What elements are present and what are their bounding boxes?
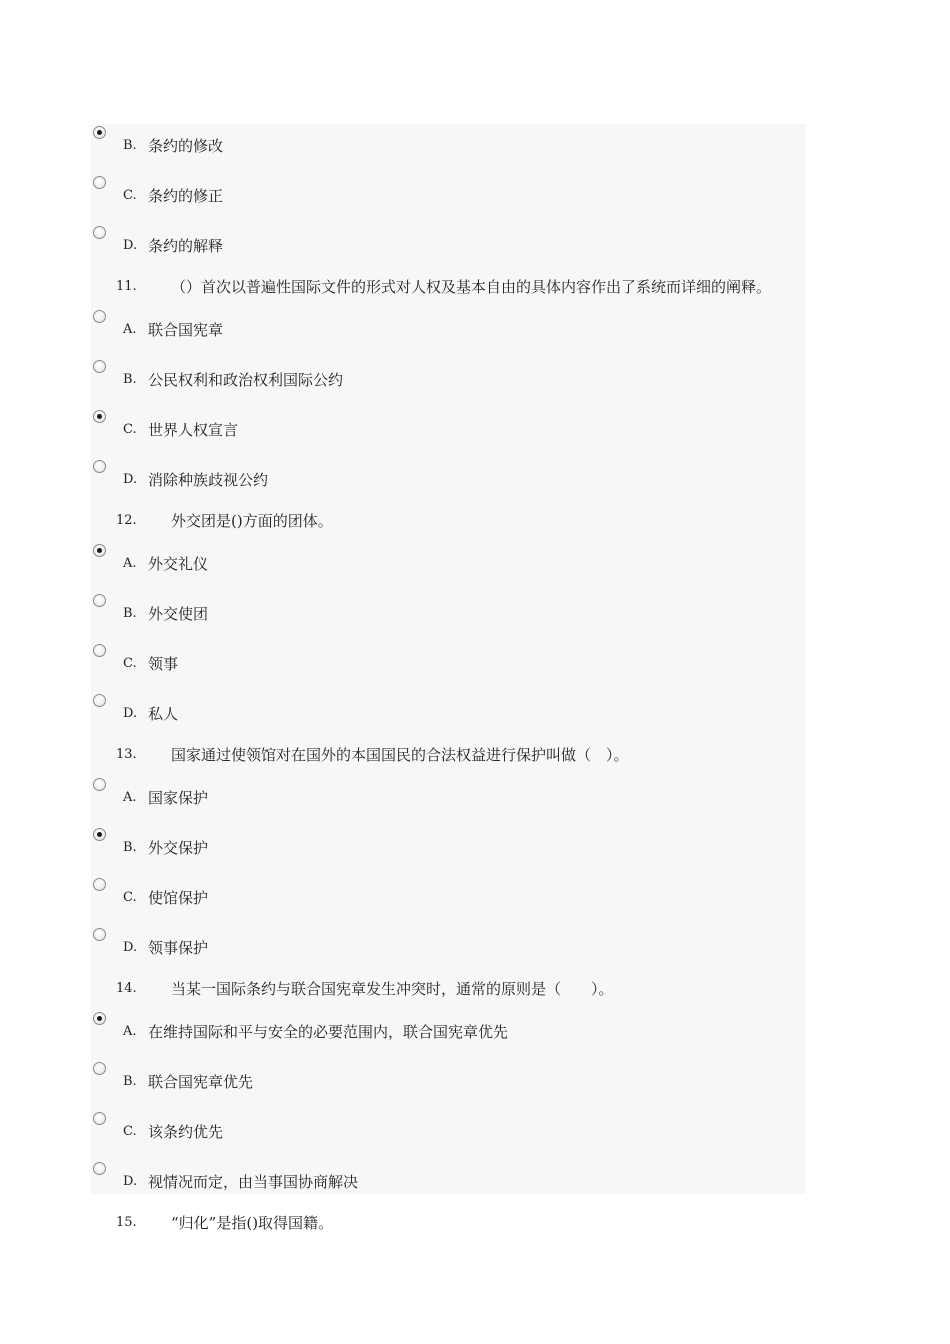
- radio-checked-icon[interactable]: [93, 410, 106, 423]
- question-text: “归化”是指()取得国籍。: [171, 1214, 334, 1232]
- question-header: [91, 978, 806, 1004]
- answer-option[interactable]: [91, 1010, 806, 1060]
- answer-option[interactable]: [91, 1160, 806, 1210]
- option-letter: A.: [123, 322, 137, 337]
- question-header: [91, 1212, 806, 1238]
- radio-unchecked-icon[interactable]: [93, 644, 106, 657]
- question-text: 国家通过使领馆对在国外的本国国民的合法权益进行保护叫做（ ）。: [171, 746, 629, 764]
- radio-dot-icon: [97, 832, 102, 837]
- radio-dot-icon: [97, 1016, 102, 1021]
- option-text: 消除种族歧视公约: [148, 471, 269, 489]
- answer-option[interactable]: [91, 776, 806, 826]
- option-text: 外交保护: [148, 839, 209, 857]
- answer-option[interactable]: [91, 174, 806, 224]
- answer-option[interactable]: [91, 592, 806, 642]
- option-text: 领事: [148, 655, 179, 673]
- radio-dot-icon: [97, 548, 102, 553]
- question-header: [91, 510, 806, 536]
- question-header: [91, 744, 806, 770]
- option-letter: A.: [123, 1024, 137, 1039]
- radio-unchecked-icon[interactable]: [93, 310, 106, 323]
- option-letter: A.: [123, 556, 137, 571]
- radio-unchecked-icon[interactable]: [93, 928, 106, 941]
- option-letter: A.: [123, 790, 137, 805]
- answer-option[interactable]: [91, 458, 806, 508]
- option-text: 私人: [148, 705, 179, 723]
- radio-unchecked-icon[interactable]: [93, 176, 106, 189]
- option-letter: B.: [123, 1074, 137, 1089]
- radio-unchecked-icon[interactable]: [93, 778, 106, 791]
- option-letter: C.: [123, 890, 137, 905]
- option-text: 领事保护: [148, 939, 209, 957]
- radio-checked-icon[interactable]: [93, 544, 106, 557]
- answer-option[interactable]: [91, 224, 806, 274]
- answer-option[interactable]: [91, 542, 806, 592]
- question-list: [91, 124, 806, 1232]
- radio-dot-icon: [97, 414, 102, 419]
- question-number: 14.: [116, 981, 137, 996]
- answer-option[interactable]: [91, 826, 806, 876]
- question-text: 当某一国际条约与联合国宪章发生冲突时，通常的原则是（ ）。: [171, 980, 614, 998]
- answer-option[interactable]: [91, 124, 806, 174]
- option-text: 联合国宪章优先: [148, 1073, 254, 1091]
- option-letter: B.: [123, 372, 137, 387]
- option-letter: B.: [123, 606, 137, 621]
- question-number: 12.: [116, 513, 137, 528]
- answer-option[interactable]: [91, 358, 806, 408]
- radio-unchecked-icon[interactable]: [93, 594, 106, 607]
- option-letter: C.: [123, 422, 137, 437]
- option-text: 条约的修改: [148, 137, 224, 155]
- question-header: [91, 276, 806, 302]
- radio-unchecked-icon[interactable]: [93, 360, 106, 373]
- radio-unchecked-icon[interactable]: [93, 1112, 106, 1125]
- answer-option[interactable]: [91, 876, 806, 926]
- option-text: 国家保护: [148, 789, 209, 807]
- option-text: 世界人权宣言: [148, 421, 239, 439]
- option-letter: D.: [123, 238, 138, 253]
- option-letter: D.: [123, 706, 138, 721]
- option-letter: C.: [123, 1124, 137, 1139]
- question-number: 11.: [116, 279, 137, 294]
- option-text: 条约的修正: [148, 187, 224, 205]
- option-letter: D.: [123, 1174, 138, 1189]
- answer-option[interactable]: [91, 308, 806, 358]
- option-letter: B.: [123, 840, 137, 855]
- option-text: 公民权利和政治权利国际公约: [148, 371, 344, 389]
- radio-unchecked-icon[interactable]: [93, 694, 106, 707]
- radio-unchecked-icon[interactable]: [93, 1162, 106, 1175]
- radio-checked-icon[interactable]: [93, 1012, 106, 1025]
- radio-dot-icon: [97, 130, 102, 135]
- answer-option[interactable]: [91, 408, 806, 458]
- radio-unchecked-icon[interactable]: [93, 878, 106, 891]
- option-letter: C.: [123, 188, 137, 203]
- option-letter: B.: [123, 138, 137, 153]
- option-letter: D.: [123, 472, 138, 487]
- option-text: 使馆保护: [148, 889, 209, 907]
- question-number: 13.: [116, 747, 137, 762]
- radio-unchecked-icon[interactable]: [93, 460, 106, 473]
- answer-option[interactable]: [91, 1110, 806, 1160]
- answer-option[interactable]: [91, 692, 806, 742]
- question-text: 外交团是()方面的团体。: [171, 512, 333, 530]
- radio-checked-icon[interactable]: [93, 126, 106, 139]
- option-text: 联合国宪章: [148, 321, 224, 339]
- option-text: 条约的解释: [148, 237, 224, 255]
- question-text: （）首次以普遍性国际文件的形式对人权及基本自由的具体内容作出了系统而详细的阐释。: [171, 278, 772, 296]
- option-letter: D.: [123, 940, 138, 955]
- option-text: 该条约优先: [148, 1123, 224, 1141]
- option-text: 外交礼仪: [148, 555, 209, 573]
- radio-checked-icon[interactable]: [93, 828, 106, 841]
- answer-option[interactable]: [91, 1060, 806, 1110]
- option-text: 在维持国际和平与安全的必要范围内，联合国宪章优先: [148, 1023, 509, 1041]
- radio-unchecked-icon[interactable]: [93, 1062, 106, 1075]
- option-text: 视情况而定，由当事国协商解决: [148, 1173, 359, 1191]
- radio-unchecked-icon[interactable]: [93, 226, 106, 239]
- option-letter: C.: [123, 656, 137, 671]
- question-number: 15.: [116, 1215, 137, 1230]
- answer-option[interactable]: [91, 642, 806, 692]
- option-text: 外交使团: [148, 605, 209, 623]
- answer-option[interactable]: [91, 926, 806, 976]
